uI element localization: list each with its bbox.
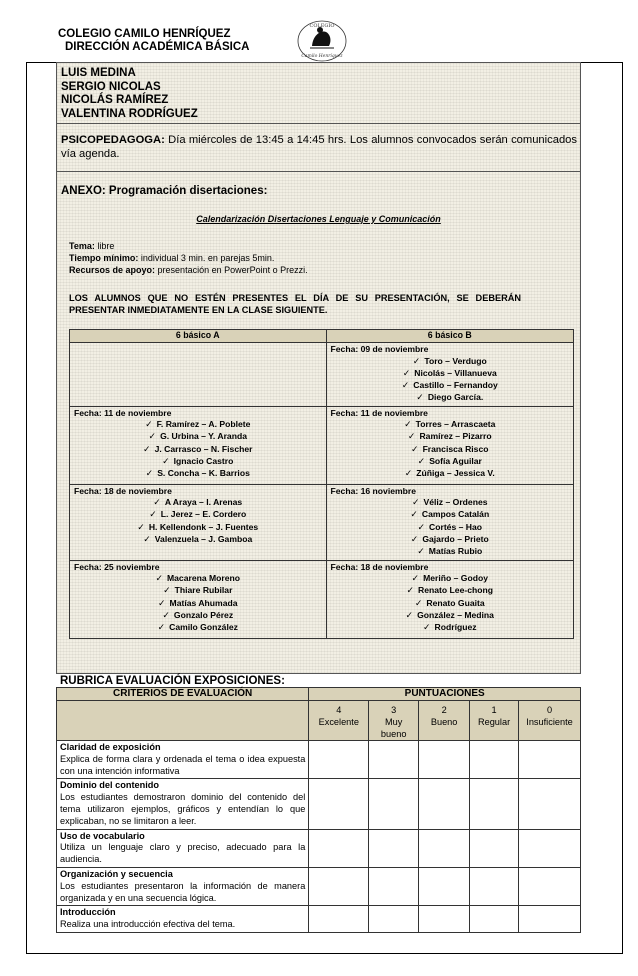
checkmark-icon: ✓ [411, 497, 420, 508]
student-pair: Gajardo – Prieto [422, 534, 489, 545]
checkmark-icon: ✓ [414, 597, 423, 608]
rubric-table [56, 687, 581, 933]
criterion-title: Organización y secuencia [60, 868, 173, 879]
score-cell[interactable] [369, 741, 419, 779]
criteria-header: CRITERIOS DE EVALUACIÓN [57, 688, 309, 701]
checkmark-icon: ✓ [402, 367, 411, 378]
list-item [329, 508, 571, 520]
checkmark-icon: ✓ [417, 456, 426, 467]
tiempo-label: Tiempo mínimo: [69, 253, 139, 263]
score-value: 0 [546, 705, 553, 715]
schedule-list [326, 496, 573, 560]
criterion-cell [57, 829, 309, 867]
student-pair: Camilo González [169, 622, 238, 633]
student-pair: Meriño – Godoy [423, 573, 488, 584]
checkmark-icon: ✓ [143, 534, 151, 545]
schedule-header-a: 6 básico A [70, 330, 327, 343]
checkmark-icon: ✓ [145, 419, 153, 430]
list-item [72, 533, 324, 545]
checkmark-icon: ✓ [162, 456, 170, 467]
score-cell[interactable] [419, 779, 470, 829]
student-pair: S. Concha – K. Barrios [157, 468, 250, 479]
table-row [57, 779, 581, 829]
student-pair: Renato Lee-chong [418, 585, 494, 596]
score-cell[interactable] [309, 779, 369, 829]
score-cell[interactable] [369, 867, 419, 905]
criterion-description: Los estudiantes demostraron dominio del contenido del tema utilizaron ejemplos, gráficos y entendían lo que explicaban, no se limitaron a leer. [60, 792, 306, 826]
score-cell[interactable] [369, 829, 419, 867]
list-item [72, 609, 324, 621]
table-row [57, 906, 581, 933]
student-pair: G. Urbina – Y. Aranda [160, 431, 247, 442]
school-crest-icon [296, 18, 348, 64]
divider [57, 123, 580, 124]
criterion-description: Utiliza un lenguaje claro y preciso, adecuado para la audiencia. [60, 842, 306, 865]
student-pair: Torres – Arrascaeta [415, 419, 496, 430]
student-pair: Francisca Risco [422, 443, 489, 454]
checkmark-icon: ✓ [155, 573, 163, 584]
list-item [72, 443, 324, 455]
criterion-title: Uso de vocabulario [60, 830, 145, 841]
score-level-header [470, 701, 519, 741]
list-item [72, 572, 324, 584]
score-cell[interactable] [470, 867, 519, 905]
table-row [57, 829, 581, 867]
list-item [329, 584, 571, 596]
score-level-header [419, 701, 470, 741]
student-pair: Véliz – Ordenes [423, 497, 488, 508]
list-item [329, 572, 571, 584]
recursos-label: Recursos de apoyo: [69, 265, 156, 275]
score-cell[interactable] [470, 741, 519, 779]
psicopedagoga-text: Día miércoles de 13:45 a 14:45 hrs. Los alumnos convocados serán comunicados vía agenda. [61, 134, 577, 160]
schedule-list [70, 355, 327, 407]
student-name: SERGIO NICOLAS [61, 80, 161, 93]
student-pair: Rodríguez [434, 622, 477, 633]
document-header [58, 28, 249, 54]
schedule-date: Fecha: 09 de noviembre [326, 343, 573, 355]
student-pair: Toro – Verdugo [424, 355, 487, 366]
student-names [61, 67, 198, 121]
student-pair: Renato Guaita [426, 597, 485, 608]
score-cell[interactable] [309, 867, 369, 905]
logo-caption-top: COLEGIO [309, 23, 335, 29]
presentation-details [69, 240, 308, 276]
schedule-list [326, 355, 573, 407]
student-pair: Castillo – Fernandoy [413, 380, 498, 391]
checkmark-icon: ✓ [149, 509, 157, 520]
checkmark-icon: ✓ [411, 443, 419, 454]
score-cell[interactable] [419, 906, 470, 933]
schedule-list [326, 572, 573, 638]
logo-caption-bottom: Camilo Henríquez [301, 54, 343, 59]
checkmark-icon: ✓ [148, 431, 157, 442]
divider [57, 171, 580, 172]
checkmark-icon: ✓ [410, 534, 419, 545]
score-cell[interactable] [309, 741, 369, 779]
student-pair: Cortés – Hao [429, 521, 483, 532]
criterion-cell [57, 779, 309, 829]
score-cell[interactable] [309, 829, 369, 867]
score-cell[interactable] [519, 906, 581, 933]
list-item [329, 533, 571, 545]
schedule-date: Fecha: 25 noviembre [70, 560, 327, 572]
score-value: 1 [491, 705, 497, 715]
schedule-date: Fecha: 11 de noviembre [326, 406, 573, 418]
list-item [329, 455, 571, 467]
criterion-cell [57, 741, 309, 779]
schedule-date [70, 343, 327, 355]
checkmark-icon: ✓ [163, 585, 171, 596]
score-cell[interactable] [519, 829, 581, 867]
department-name: DIRECCIÓN ACADÉMICA BÁSICA [65, 41, 250, 53]
schedule-list [70, 572, 327, 638]
schedule-list [326, 418, 573, 484]
student-name: NICOLÁS RAMÍREZ [61, 94, 169, 106]
checkmark-icon: ✓ [417, 546, 425, 557]
checkmark-icon: ✓ [417, 521, 426, 532]
criterion-description: Realiza una introducción efectiva del tema. [60, 919, 236, 930]
checkmark-icon: ✓ [422, 622, 431, 633]
criterion-description: Explica de forma clara y ordenada el tema o idea expuesta con una intención informativa [60, 753, 306, 776]
student-pair: González – Medina [417, 610, 494, 621]
criterion-cell [57, 906, 309, 933]
score-label: Excelente [318, 717, 359, 727]
list-item [329, 609, 571, 621]
score-cell[interactable] [369, 779, 419, 829]
list-item [329, 467, 571, 479]
score-cell[interactable] [519, 779, 581, 829]
student-name: LUIS MEDINA [61, 67, 136, 79]
score-cell[interactable] [470, 906, 519, 933]
schedule-date: Fecha: 18 de noviembre [70, 484, 327, 496]
student-pair: Valenzuela – J. Gamboa [154, 534, 253, 545]
student-pair: Ramírez – Pizarro [419, 431, 492, 442]
criterion-title: Dominio del contenido [60, 780, 160, 791]
anexo-title: ANEXO: Programación disertaciones: [61, 185, 268, 197]
list-item [329, 418, 571, 430]
student-pair: A Araya – I. Arenas [164, 497, 243, 508]
tema-value: libre [97, 241, 115, 251]
score-level-header [309, 701, 369, 741]
score-value: 2 [441, 705, 447, 715]
criterion-cell [57, 867, 309, 905]
checkmark-icon: ✓ [411, 573, 420, 584]
student-pair: L. Jerez – E. Cordero [160, 509, 247, 520]
criterion-title: Claridad de exposición [60, 742, 161, 752]
list-item [72, 467, 324, 479]
rubric-title: RUBRICA EVALUACIÓN EXPOSICIONES: [60, 675, 285, 687]
schedule-table [69, 329, 574, 639]
criteria-header-blank [57, 701, 309, 741]
content-panel [56, 62, 581, 674]
schedule-list [70, 418, 327, 484]
student-pair: Campos Catalán [421, 509, 490, 520]
list-item [329, 521, 571, 533]
checkmark-icon: ✓ [416, 392, 424, 403]
score-cell[interactable] [470, 829, 519, 867]
student-pair: Sofía Aguilar [429, 456, 482, 467]
list-item [329, 367, 571, 379]
score-label: Regular [477, 717, 511, 727]
table-row [57, 741, 581, 779]
attendance-warning: LOS ALUMNOS QUE NO ESTÉN PRESENTES EL DÍA DE SU PRESENTACIÓN, SE DEBERÁN PRESENTAR INMEDIATAMENTE EN LA CLASE SIGUIENTE. [69, 293, 521, 315]
tema-label: Tema: [69, 241, 95, 251]
student-pair: Diego García. [427, 392, 484, 403]
score-label: Bueno [430, 717, 458, 727]
list-item [329, 443, 571, 455]
psicopedagoga-label: PSICOPEDAGOGA: [61, 134, 165, 146]
school-name: COLEGIO CAMILO HENRÍQUEZ [58, 28, 231, 40]
list-item [329, 430, 571, 442]
checkmark-icon: ✓ [404, 419, 412, 430]
student-pair: J. Carrasco – N. Fischer [154, 443, 253, 454]
score-value: 4 [336, 705, 342, 715]
student-name: VALENTINA RODRÍGUEZ [61, 107, 198, 120]
checkmark-icon: ✓ [157, 597, 166, 608]
checkmark-icon: ✓ [153, 497, 161, 508]
list-item [329, 355, 571, 367]
student-pair: Matías Rubio [428, 546, 483, 557]
score-cell[interactable] [419, 867, 470, 905]
schedule-date: Fecha: 11 de noviembre [70, 406, 327, 418]
checkmark-icon: ✓ [407, 431, 416, 442]
score-level-header [369, 701, 419, 741]
checkmark-icon: ✓ [412, 355, 421, 366]
student-pair: Matías Ahumada [169, 597, 238, 608]
checkmark-icon: ✓ [145, 468, 154, 479]
score-label: Insuficiente [526, 717, 573, 727]
student-pair: Nicolás – Villanueva [414, 367, 497, 378]
list-item [72, 621, 324, 633]
list-item [72, 430, 324, 442]
schedule-date: Fecha: 16 noviembre [326, 484, 573, 496]
list-item [329, 391, 571, 403]
list-item [72, 418, 324, 430]
student-pair: H. Kellendonk – J. Fuentes [148, 521, 259, 532]
schedule-date: Fecha: 18 de noviembre [326, 560, 573, 572]
schedule-list [70, 496, 327, 560]
list-item [329, 496, 571, 508]
score-cell[interactable] [519, 741, 581, 779]
checkmark-icon: ✓ [162, 610, 170, 621]
list-item [72, 521, 324, 533]
checkmark-icon: ✓ [406, 585, 415, 596]
score-cell[interactable] [519, 867, 581, 905]
score-cell[interactable] [470, 779, 519, 829]
list-item [329, 545, 571, 557]
list-item [72, 455, 324, 467]
checkmark-icon: ✓ [404, 468, 413, 479]
list-item [72, 508, 324, 520]
score-label: Muy bueno [380, 717, 407, 739]
checkmark-icon: ✓ [405, 610, 414, 621]
score-cell[interactable] [369, 906, 419, 933]
recursos-value: presentación en PowerPoint o Prezzi. [157, 265, 308, 275]
score-cell[interactable] [419, 741, 470, 779]
tiempo-value: individual 3 min. en parejas 5min. [140, 253, 275, 263]
schedule-header-b: 6 básico B [326, 330, 573, 343]
student-pair: Thiare Rubilar [174, 585, 233, 596]
score-value: 3 [391, 705, 397, 715]
student-pair: Macarena Moreno [166, 573, 241, 584]
psicopedagoga-note [61, 133, 577, 161]
scores-header: PUNTUACIONES [309, 688, 581, 701]
list-item [72, 584, 324, 596]
student-pair: Zúñiga – Jessica V. [416, 468, 495, 479]
criterion-description: Los estudiantes presentaron la información de manera organizada y en una secuencia lógica. [60, 880, 306, 903]
list-item [72, 597, 324, 609]
table-row [57, 867, 581, 905]
checkmark-icon: ✓ [401, 380, 410, 391]
calendar-title: Calendarización Disertaciones Lenguaje y Comunicación [196, 214, 441, 224]
student-pair: F. Ramírez – A. Poblete [156, 419, 251, 430]
checkmark-icon: ✓ [137, 521, 145, 532]
checkmark-icon: ✓ [157, 622, 166, 633]
criterion-title: Introducción [60, 907, 116, 918]
list-item [329, 621, 571, 633]
list-item [72, 496, 324, 508]
student-pair: Ignacio Castro [173, 456, 234, 467]
score-level-header [519, 701, 581, 741]
score-cell[interactable] [309, 906, 369, 933]
list-item [329, 379, 571, 391]
checkmark-icon: ✓ [143, 443, 151, 454]
checkmark-icon: ✓ [410, 509, 418, 520]
list-item [329, 597, 571, 609]
score-cell[interactable] [419, 829, 470, 867]
student-pair: Gonzalo Pérez [173, 610, 234, 621]
